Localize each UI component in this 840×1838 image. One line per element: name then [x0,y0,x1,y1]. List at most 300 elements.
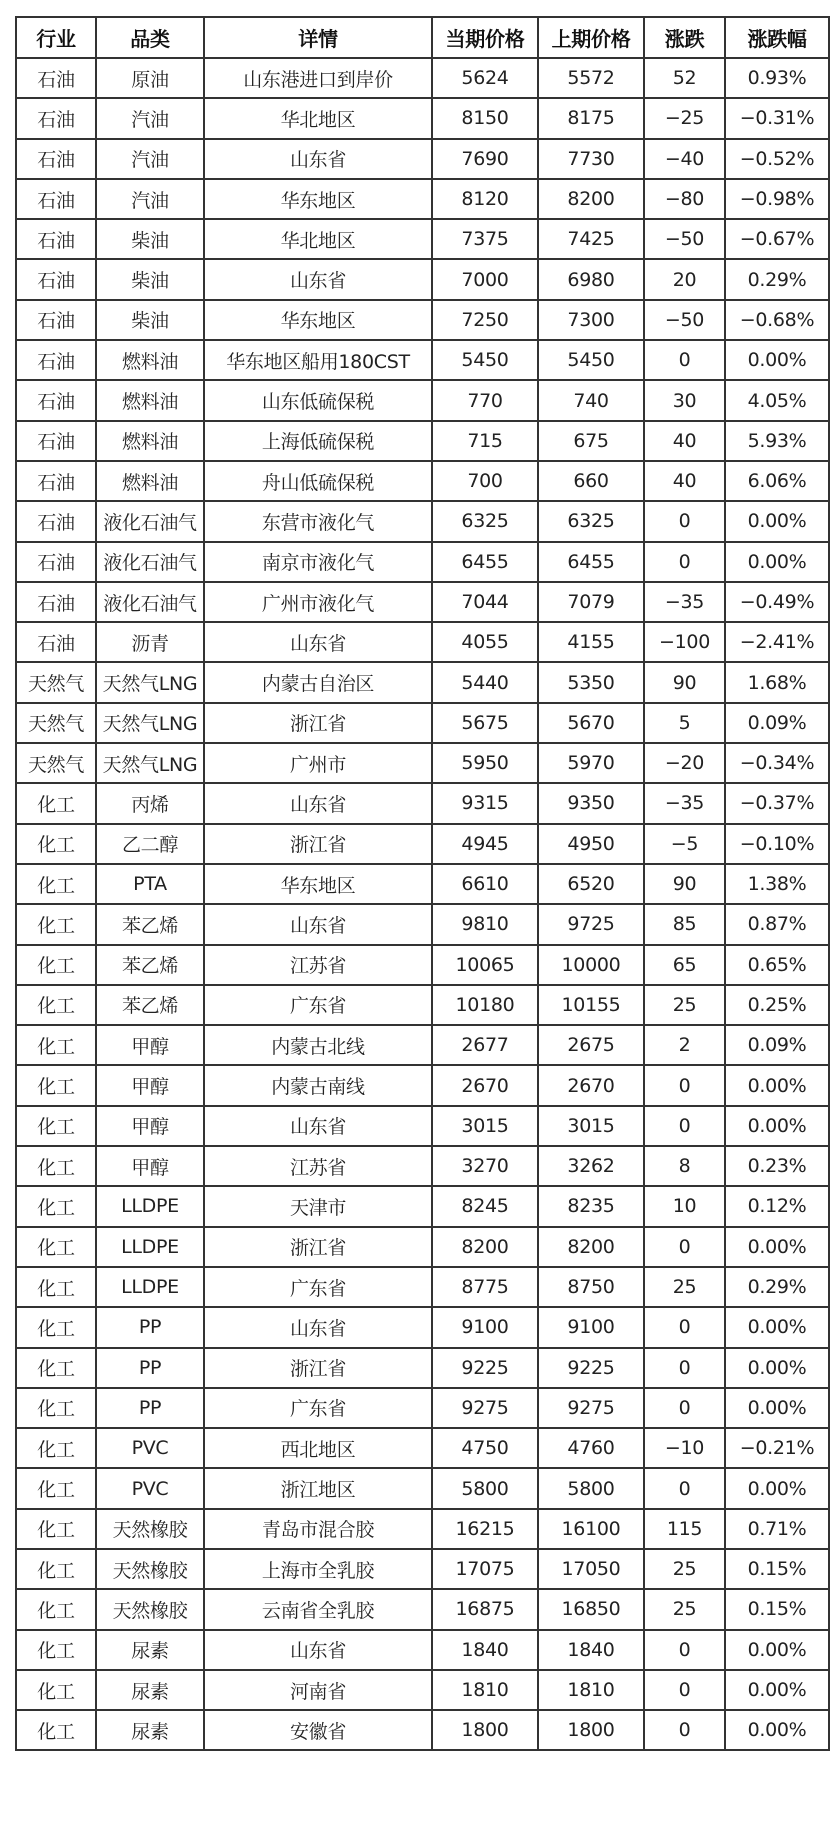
header-change: 涨跌 [644,17,725,58]
cell-change: 0 [644,1468,725,1508]
cell-change: 90 [644,864,725,904]
cell-change: 0 [644,1630,725,1670]
cell-previous-price: 1800 [538,1710,644,1750]
table-row [16,1227,829,1267]
cell-current-price: 10065 [432,945,538,985]
cell-detail: 山东省 [204,622,432,662]
cell-category: 汽油 [96,98,204,138]
cell-industry: 石油 [16,219,96,259]
cell-change-percent: 0.00% [725,1106,829,1146]
cell-detail: 山东省 [204,139,432,179]
cell-detail: 云南省全乳胶 [204,1589,432,1629]
cell-previous-price: 6325 [538,501,644,541]
table-row [16,743,829,783]
cell-change: 65 [644,945,725,985]
table-row [16,461,829,501]
cell-category: 天然气LNG [96,662,204,702]
cell-category: 天然橡胶 [96,1589,204,1629]
cell-category: 燃料油 [96,461,204,501]
table-container [15,16,830,1751]
cell-current-price: 1840 [432,1630,538,1670]
cell-industry: 化工 [16,864,96,904]
cell-previous-price: 17050 [538,1549,644,1589]
cell-category: 燃料油 [96,421,204,461]
cell-category: 天然橡胶 [96,1549,204,1589]
cell-industry: 化工 [16,1065,96,1105]
cell-category: 天然气LNG [96,703,204,743]
cell-industry: 化工 [16,1630,96,1670]
cell-detail: 西北地区 [204,1428,432,1468]
cell-previous-price: 4760 [538,1428,644,1468]
table-row [16,703,829,743]
cell-industry: 化工 [16,1589,96,1629]
cell-category: 甲醇 [96,1146,204,1186]
cell-current-price: 5800 [432,1468,538,1508]
cell-current-price: 8150 [432,98,538,138]
cell-industry: 石油 [16,98,96,138]
cell-current-price: 6610 [432,864,538,904]
cell-change-percent: 0.00% [725,1307,829,1347]
cell-change: 40 [644,421,725,461]
cell-change-percent: 1.38% [725,864,829,904]
cell-detail: 青岛市混合胶 [204,1509,432,1549]
cell-industry: 化工 [16,1267,96,1307]
cell-previous-price: 3262 [538,1146,644,1186]
table-row [16,1468,829,1508]
table-row [16,300,829,340]
cell-industry: 石油 [16,300,96,340]
cell-change-percent: 5.93% [725,421,829,461]
cell-detail: 安徽省 [204,1710,432,1750]
cell-category: 柴油 [96,259,204,299]
cell-change: −35 [644,582,725,622]
cell-industry: 化工 [16,1186,96,1226]
cell-previous-price: 7079 [538,582,644,622]
cell-industry: 化工 [16,824,96,864]
cell-previous-price: 8750 [538,1267,644,1307]
cell-change-percent: 0.12% [725,1186,829,1226]
cell-change-percent: −0.67% [725,219,829,259]
cell-change-percent: −0.49% [725,582,829,622]
cell-detail: 华东地区船用180CST [204,340,432,380]
cell-detail: 江苏省 [204,1146,432,1186]
cell-industry: 化工 [16,1509,96,1549]
cell-previous-price: 8200 [538,179,644,219]
table-row [16,1428,829,1468]
cell-detail: 浙江省 [204,1348,432,1388]
cell-current-price: 2677 [432,1025,538,1065]
cell-current-price: 17075 [432,1549,538,1589]
cell-category: 液化石油气 [96,501,204,541]
cell-detail: 广东省 [204,1388,432,1428]
cell-previous-price: 7300 [538,300,644,340]
cell-change: 40 [644,461,725,501]
cell-current-price: 8245 [432,1186,538,1226]
cell-industry: 化工 [16,985,96,1025]
cell-category: 原油 [96,58,204,98]
cell-current-price: 9100 [432,1307,538,1347]
cell-change-percent: 0.00% [725,1065,829,1105]
cell-category: 液化石油气 [96,582,204,622]
cell-change: 25 [644,1589,725,1629]
cell-detail: 内蒙古北线 [204,1025,432,1065]
table-row [16,824,829,864]
cell-category: LLDPE [96,1227,204,1267]
cell-current-price: 7044 [432,582,538,622]
table-row [16,179,829,219]
table-row [16,1388,829,1428]
cell-current-price: 715 [432,421,538,461]
cell-change-percent: 0.00% [725,1710,829,1750]
cell-change-percent: 0.00% [725,340,829,380]
header-industry: 行业 [16,17,96,58]
cell-previous-price: 9225 [538,1348,644,1388]
cell-detail: 上海市全乳胶 [204,1549,432,1589]
cell-previous-price: 9275 [538,1388,644,1428]
cell-previous-price: 5970 [538,743,644,783]
cell-change: −80 [644,179,725,219]
cell-current-price: 10180 [432,985,538,1025]
cell-category: 苯乙烯 [96,945,204,985]
cell-change: 20 [644,259,725,299]
table-row [16,58,829,98]
cell-industry: 石油 [16,461,96,501]
cell-change-percent: −0.68% [725,300,829,340]
cell-current-price: 5440 [432,662,538,702]
cell-detail: 浙江地区 [204,1468,432,1508]
cell-detail: 广州市 [204,743,432,783]
table-row [16,340,829,380]
header-row [16,17,829,58]
table-row [16,139,829,179]
cell-current-price: 4055 [432,622,538,662]
cell-previous-price: 5350 [538,662,644,702]
cell-industry: 天然气 [16,662,96,702]
cell-change-percent: 0.23% [725,1146,829,1186]
cell-previous-price: 2675 [538,1025,644,1065]
cell-change: −25 [644,98,725,138]
cell-change-percent: −0.10% [725,824,829,864]
cell-change: −10 [644,1428,725,1468]
cell-category: LLDPE [96,1267,204,1307]
cell-industry: 化工 [16,1025,96,1065]
cell-change: 8 [644,1146,725,1186]
cell-industry: 石油 [16,622,96,662]
cell-category: 丙烯 [96,783,204,823]
table-row [16,1589,829,1629]
cell-detail: 华北地区 [204,98,432,138]
cell-previous-price: 4950 [538,824,644,864]
cell-current-price: 4945 [432,824,538,864]
cell-detail: 山东港进口到岸价 [204,58,432,98]
cell-change-percent: 0.93% [725,58,829,98]
cell-industry: 石油 [16,259,96,299]
cell-previous-price: 9350 [538,783,644,823]
table-row [16,1025,829,1065]
cell-category: 甲醇 [96,1065,204,1105]
table-row [16,1106,829,1146]
cell-previous-price: 9100 [538,1307,644,1347]
cell-industry: 化工 [16,1428,96,1468]
cell-industry: 化工 [16,1227,96,1267]
table-row [16,219,829,259]
cell-previous-price: 8200 [538,1227,644,1267]
cell-industry: 石油 [16,421,96,461]
cell-industry: 化工 [16,904,96,944]
cell-industry: 化工 [16,783,96,823]
cell-detail: 华东地区 [204,300,432,340]
cell-change-percent: −0.37% [725,783,829,823]
cell-change: 90 [644,662,725,702]
cell-change: 0 [644,1065,725,1105]
cell-detail: 山东省 [204,1630,432,1670]
cell-industry: 化工 [16,1348,96,1388]
cell-change-percent: 0.15% [725,1589,829,1629]
cell-current-price: 1800 [432,1710,538,1750]
cell-current-price: 1810 [432,1670,538,1710]
cell-category: 甲醇 [96,1106,204,1146]
cell-change: 25 [644,1267,725,1307]
cell-previous-price: 1840 [538,1630,644,1670]
cell-current-price: 5624 [432,58,538,98]
table-row [16,1146,829,1186]
cell-industry: 石油 [16,139,96,179]
cell-current-price: 9225 [432,1348,538,1388]
cell-change-percent: −2.41% [725,622,829,662]
cell-category: 天然橡胶 [96,1509,204,1549]
table-row [16,1710,829,1750]
cell-current-price: 8120 [432,179,538,219]
cell-current-price: 700 [432,461,538,501]
cell-industry: 化工 [16,1388,96,1428]
cell-change: 0 [644,1227,725,1267]
cell-previous-price: 4155 [538,622,644,662]
cell-category: 液化石油气 [96,542,204,582]
cell-detail: 东营市液化气 [204,501,432,541]
cell-change-percent: 0.00% [725,1348,829,1388]
cell-change: 115 [644,1509,725,1549]
cell-industry: 化工 [16,1549,96,1589]
cell-previous-price: 16850 [538,1589,644,1629]
cell-current-price: 4750 [432,1428,538,1468]
cell-change: 25 [644,1549,725,1589]
cell-change: 0 [644,501,725,541]
cell-category: 乙二醇 [96,824,204,864]
cell-category: 天然气LNG [96,743,204,783]
table-row [16,1307,829,1347]
table-row [16,421,829,461]
cell-industry: 化工 [16,1106,96,1146]
cell-change-percent: 0.15% [725,1549,829,1589]
cell-category: 柴油 [96,219,204,259]
table-row [16,945,829,985]
cell-change-percent: 0.29% [725,1267,829,1307]
table-header [16,17,829,58]
cell-change-percent: 0.00% [725,501,829,541]
table-body [16,58,829,1750]
cell-change-percent: 0.25% [725,985,829,1025]
table-row [16,501,829,541]
cell-change: −40 [644,139,725,179]
cell-previous-price: 8235 [538,1186,644,1226]
header-category: 品类 [96,17,204,58]
cell-current-price: 8200 [432,1227,538,1267]
table-row [16,1509,829,1549]
cell-current-price: 7250 [432,300,538,340]
cell-current-price: 8775 [432,1267,538,1307]
cell-category: 尿素 [96,1630,204,1670]
cell-current-price: 7375 [432,219,538,259]
cell-change: −50 [644,300,725,340]
cell-current-price: 7690 [432,139,538,179]
table-row [16,1186,829,1226]
cell-change: −35 [644,783,725,823]
table-row [16,259,829,299]
cell-change: 30 [644,380,725,420]
cell-industry: 天然气 [16,743,96,783]
cell-category: PVC [96,1468,204,1508]
cell-change: 0 [644,1670,725,1710]
cell-previous-price: 2670 [538,1065,644,1105]
cell-current-price: 2670 [432,1065,538,1105]
table-row [16,864,829,904]
header-change-percent: 涨跌幅 [725,17,829,58]
cell-previous-price: 675 [538,421,644,461]
cell-change-percent: 0.65% [725,945,829,985]
cell-current-price: 9810 [432,904,538,944]
cell-current-price: 5950 [432,743,538,783]
cell-change-percent: −0.31% [725,98,829,138]
cell-change-percent: 4.05% [725,380,829,420]
cell-change: 0 [644,340,725,380]
cell-change: 0 [644,542,725,582]
cell-industry: 石油 [16,582,96,622]
cell-change: 52 [644,58,725,98]
cell-change: 5 [644,703,725,743]
cell-change: 0 [644,1348,725,1388]
cell-previous-price: 6520 [538,864,644,904]
cell-current-price: 5675 [432,703,538,743]
cell-current-price: 6325 [432,501,538,541]
cell-previous-price: 8175 [538,98,644,138]
cell-detail: 华北地区 [204,219,432,259]
cell-previous-price: 660 [538,461,644,501]
cell-change-percent: −0.34% [725,743,829,783]
table-row [16,783,829,823]
header-detail: 详情 [204,17,432,58]
cell-previous-price: 6980 [538,259,644,299]
cell-industry: 化工 [16,1307,96,1347]
cell-category: 柴油 [96,300,204,340]
cell-current-price: 5450 [432,340,538,380]
cell-change-percent: 0.00% [725,1630,829,1670]
cell-change: 25 [644,985,725,1025]
cell-change-percent: 0.00% [725,1388,829,1428]
cell-category: 燃料油 [96,340,204,380]
cell-industry: 石油 [16,58,96,98]
cell-detail: 浙江省 [204,703,432,743]
cell-change-percent: 0.29% [725,259,829,299]
cell-change: 0 [644,1307,725,1347]
cell-current-price: 9275 [432,1388,538,1428]
cell-industry: 石油 [16,542,96,582]
table-row [16,1670,829,1710]
table-row [16,1065,829,1105]
cell-category: PTA [96,864,204,904]
cell-detail: 内蒙古南线 [204,1065,432,1105]
cell-category: 苯乙烯 [96,985,204,1025]
cell-detail: 山东省 [204,783,432,823]
cell-current-price: 770 [432,380,538,420]
cell-industry: 天然气 [16,703,96,743]
cell-category: PVC [96,1428,204,1468]
cell-current-price: 9315 [432,783,538,823]
cell-previous-price: 1810 [538,1670,644,1710]
cell-change-percent: 0.09% [725,703,829,743]
cell-change: −50 [644,219,725,259]
cell-change: −100 [644,622,725,662]
cell-detail: 浙江省 [204,824,432,864]
cell-detail: 广东省 [204,985,432,1025]
cell-current-price: 7000 [432,259,538,299]
cell-change-percent: 0.00% [725,1227,829,1267]
cell-category: PP [96,1307,204,1347]
table-row [16,542,829,582]
cell-category: PP [96,1388,204,1428]
cell-change: 0 [644,1106,725,1146]
cell-detail: 山东低硫保税 [204,380,432,420]
cell-industry: 石油 [16,380,96,420]
cell-industry: 化工 [16,945,96,985]
table-row [16,98,829,138]
cell-detail: 江苏省 [204,945,432,985]
cell-detail: 南京市液化气 [204,542,432,582]
cell-detail: 内蒙古自治区 [204,662,432,702]
cell-detail: 河南省 [204,1670,432,1710]
cell-category: LLDPE [96,1186,204,1226]
cell-change: −20 [644,743,725,783]
cell-current-price: 3270 [432,1146,538,1186]
cell-detail: 浙江省 [204,1227,432,1267]
cell-change-percent: 0.00% [725,1468,829,1508]
cell-current-price: 6455 [432,542,538,582]
cell-detail: 上海低硫保税 [204,421,432,461]
cell-detail: 广东省 [204,1267,432,1307]
cell-category: 甲醇 [96,1025,204,1065]
table-row [16,985,829,1025]
cell-change-percent: 0.00% [725,542,829,582]
table-row [16,1267,829,1307]
cell-detail: 山东省 [204,259,432,299]
cell-detail: 山东省 [204,904,432,944]
cell-previous-price: 7425 [538,219,644,259]
table-row [16,1549,829,1589]
cell-current-price: 16215 [432,1509,538,1549]
cell-current-price: 3015 [432,1106,538,1146]
cell-change-percent: 0.87% [725,904,829,944]
cell-change: 0 [644,1388,725,1428]
cell-industry: 化工 [16,1468,96,1508]
cell-change: 0 [644,1710,725,1750]
cell-category: 燃料油 [96,380,204,420]
cell-current-price: 16875 [432,1589,538,1629]
cell-category: 沥青 [96,622,204,662]
cell-previous-price: 10155 [538,985,644,1025]
cell-previous-price: 7730 [538,139,644,179]
cell-previous-price: 5670 [538,703,644,743]
cell-change-percent: 6.06% [725,461,829,501]
cell-change-percent: −0.52% [725,139,829,179]
